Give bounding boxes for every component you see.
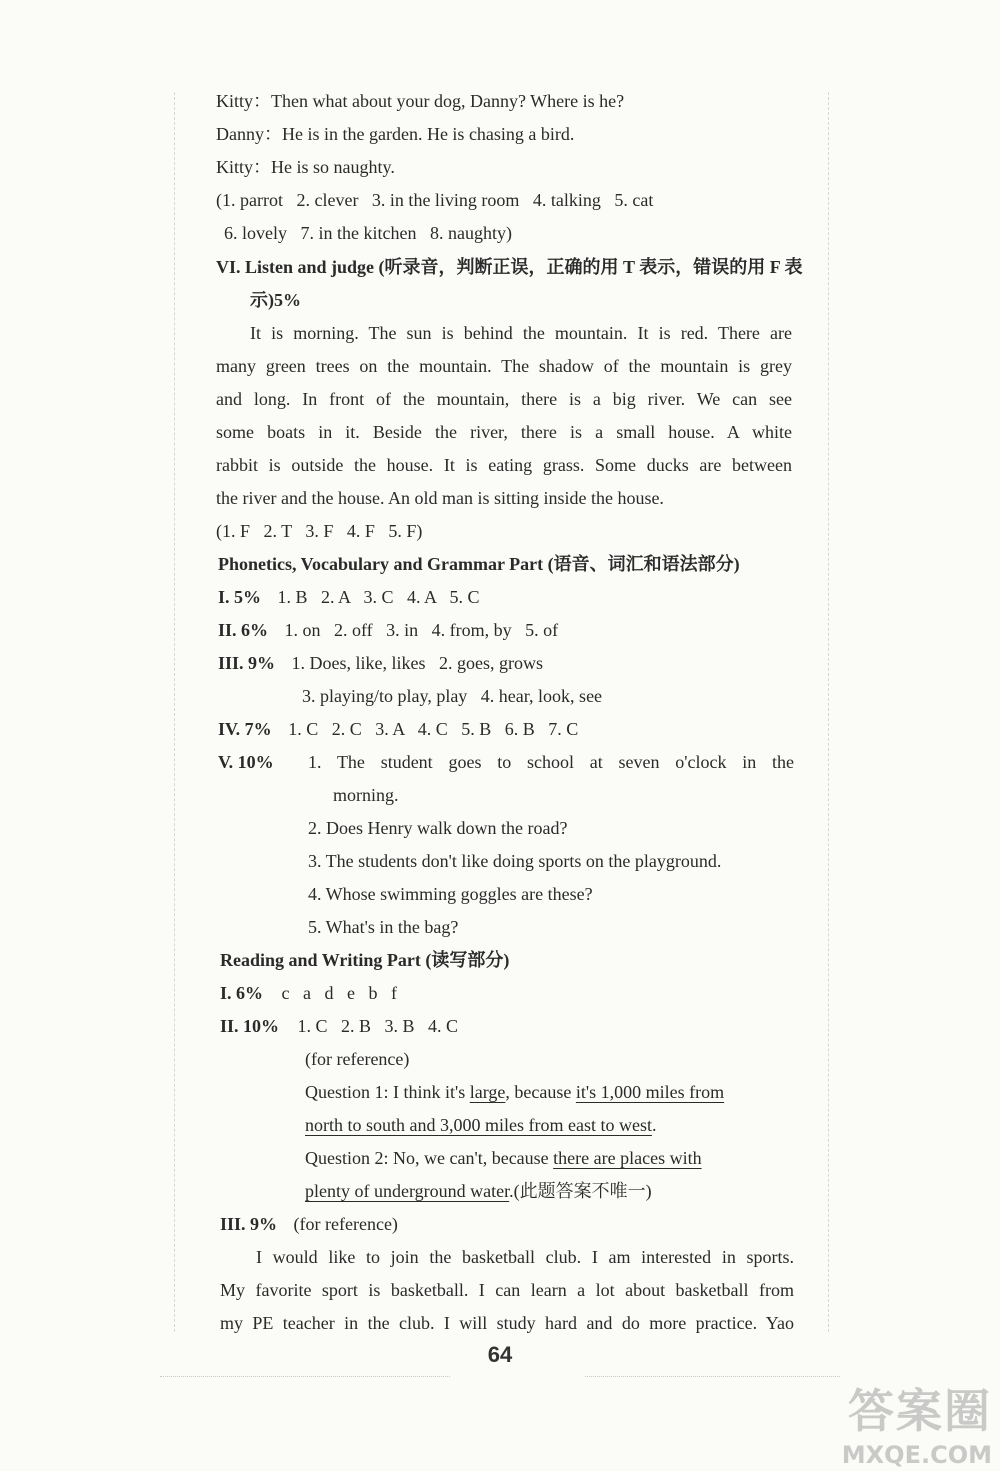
question-2-end: .(此题答案不唯一) bbox=[509, 1181, 652, 1201]
section-vi-heading: VI. Listen and judge (听录音，判断正误，正确的用 T 表示，错误的用 F 表 bbox=[216, 257, 803, 277]
rw-ii-row bbox=[220, 1014, 458, 1038]
rw-part-heading: Reading and Writing Part (读写部分) bbox=[220, 950, 510, 970]
pvg-iv-tag: IV. 7% bbox=[218, 719, 272, 739]
section-vi-heading-cont: 示)5% bbox=[250, 290, 301, 310]
pvg-v-answer-4: 4. Whose swimming goggles are these? bbox=[308, 884, 593, 904]
right-margin-rule bbox=[828, 92, 829, 1332]
question-1-underlined-3: north to south and 3,000 miles from east to west bbox=[305, 1115, 652, 1135]
question-1-answer bbox=[305, 1080, 724, 1104]
rw-i-row bbox=[220, 981, 397, 1005]
rw-ii-answers: 1. C 2. B 3. B 4. C bbox=[297, 1016, 459, 1036]
question-1-prefix: Question 1: I think it's bbox=[305, 1082, 470, 1102]
rw-ii-reference-note: (for reference) bbox=[305, 1049, 410, 1069]
passage-line-2: many green trees on the mountain. The shadow of the mountain is grey bbox=[216, 356, 792, 376]
rw-iii-tag: III. 9% bbox=[220, 1214, 278, 1234]
essay-line-1: I would like to join the basketball club. I am interested in sports. bbox=[256, 1247, 794, 1267]
footer-rule-right bbox=[585, 1376, 840, 1377]
question-1-end: . bbox=[651, 1115, 657, 1135]
rw-iii-row bbox=[220, 1212, 398, 1236]
pvg-v-answer-1: 1. The student goes to school at seven o'clock in the bbox=[308, 752, 794, 772]
pvg-v-answer-3: 3. The students don't like doing sports on the playground. bbox=[308, 851, 722, 871]
question-2-answer bbox=[305, 1146, 702, 1170]
pvg-part-heading: Phonetics, Vocabulary and Grammar Part (语音、词汇和语法部分) bbox=[218, 554, 740, 574]
footer-rule-left bbox=[160, 1376, 450, 1377]
pvg-iii-row bbox=[218, 651, 543, 675]
answer-key-line-1: (1. parrot 2. clever 3. in the living room 4. talking 5. cat bbox=[216, 190, 654, 210]
passage-line-6: the river and the house. An old man is sitting inside the house. bbox=[216, 488, 664, 508]
question-1-middle: , because bbox=[505, 1082, 576, 1102]
watermark-logo-text: 答案圈 bbox=[848, 1384, 992, 1438]
passage-line-5: rabbit is outside the house. It is eating grass. Some ducks are between bbox=[216, 455, 792, 475]
pvg-v-answer-5: 5. What's in the bag? bbox=[308, 917, 459, 937]
pvg-v-answer-1-cont: morning. bbox=[333, 785, 399, 805]
rw-ii-tag: II. 10% bbox=[220, 1016, 280, 1036]
question-2-prefix: Question 2: No, we can't, because bbox=[305, 1148, 554, 1168]
watermark-url: MXQE.COM bbox=[841, 1441, 992, 1469]
page-number: 64 bbox=[487, 1342, 513, 1367]
pvg-v-tag: V. 10% bbox=[218, 752, 274, 772]
essay-line-3: my PE teacher in the club. I will study hard and do more practice. Yao bbox=[220, 1313, 794, 1333]
question-1-answer-cont bbox=[305, 1113, 656, 1137]
site-watermark bbox=[842, 1375, 992, 1469]
answer-key-line-2: 6. lovely 7. in the kitchen 8. naughty) bbox=[224, 223, 512, 243]
section-vi-answers: (1. F 2. T 3. F 4. F 5. F) bbox=[216, 521, 423, 541]
pvg-iii-answers-2: 3. playing/to play, play 4. hear, look, see bbox=[302, 686, 603, 706]
pvg-i-answers: 1. B 2. A 3. C 4. A 5. C bbox=[277, 587, 480, 607]
question-2-underlined-1: there are places with bbox=[553, 1148, 702, 1168]
pvg-i-tag: I. 5% bbox=[218, 587, 262, 607]
pvg-v-answer-2: 2. Does Henry walk down the road? bbox=[308, 818, 568, 838]
dialogue-line-kitty-2: Kitty：He is so naughty. bbox=[216, 157, 395, 177]
pvg-iii-tag: III. 9% bbox=[218, 653, 276, 673]
rw-i-answers: c a d e b f bbox=[281, 983, 397, 1003]
pvg-ii-answers: 1. on 2. off 3. in 4. from, by 5. of bbox=[284, 620, 559, 640]
pvg-ii-tag: II. 6% bbox=[218, 620, 269, 640]
question-2-answer-cont bbox=[305, 1179, 652, 1203]
question-1-underlined-1: large bbox=[469, 1082, 506, 1102]
pvg-iv-answers: 1. C 2. C 3. A 4. C 5. B 6. B 7. C bbox=[288, 719, 579, 739]
rw-iii-reference-note: (for reference) bbox=[293, 1214, 398, 1234]
essay-line-2: My favorite sport is basketball. I can learn a lot about basketball from bbox=[220, 1280, 794, 1300]
pvg-iv-row bbox=[218, 717, 578, 741]
question-2-underlined-2: plenty of underground water bbox=[305, 1181, 510, 1201]
pvg-i-row bbox=[218, 585, 480, 609]
rw-i-tag: I. 6% bbox=[220, 983, 264, 1003]
dialogue-line-danny: Danny：He is in the garden. He is chasing a bird. bbox=[216, 124, 575, 144]
pvg-iii-answers-1: 1. Does, like, likes 2. goes, grows bbox=[291, 653, 543, 673]
dialogue-line-kitty-1: Kitty：Then what about your dog, Danny? Where is he? bbox=[216, 91, 625, 111]
pvg-ii-row bbox=[218, 618, 558, 642]
passage-line-1: It is morning. The sun is behind the mountain. It is red. There are bbox=[250, 323, 792, 343]
passage-line-4: some boats in it. Beside the river, there is a small house. A white bbox=[216, 422, 792, 442]
left-margin-rule bbox=[174, 92, 175, 1332]
question-1-underlined-2: it's 1,000 miles from bbox=[575, 1082, 725, 1102]
passage-line-3: and long. In front of the mountain, there is a big river. We can see bbox=[216, 389, 792, 409]
